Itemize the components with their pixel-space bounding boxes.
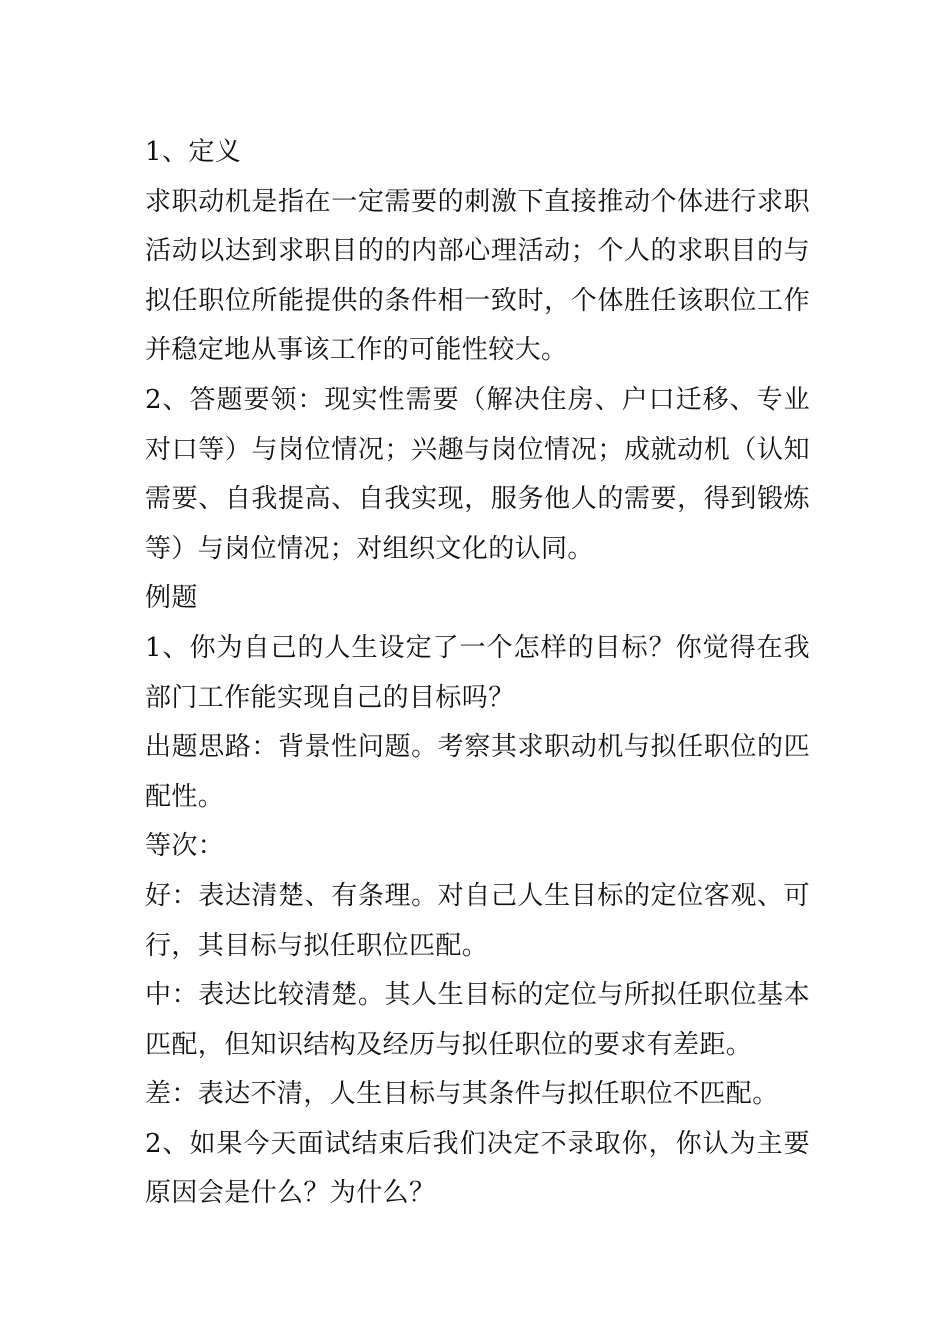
- section-heading-definition: 1、定义: [145, 137, 242, 167]
- document-body: [145, 128, 810, 1219]
- example-heading: 例题: [145, 583, 198, 614]
- answer-key-paragraph: 2、答题要领：现实性需要（解决住房、户口迁移、专业对口等）与岗位情况；兴趣与岗位情况；成就动机（认知需要、自我提高、自我实现，服务他人的需要，得到锻炼等）与岗位情况；对组织文化的认同。: [145, 384, 810, 564]
- grade-good: 好：表达清楚、有条理。对自己人生目标的定位客观、可行，其目标与拟任职位匹配。: [145, 880, 810, 961]
- definition-paragraph: 求职动机是指在一定需要的刺激下直接推动个体进行求职活动以达到求职目的的内部心理活动；个人的求职目的与拟任职位所能提供的条件相一致时，个体胜任该职位工作并稳定地从事该工作的可能性较大。: [145, 186, 810, 366]
- grading-heading: 等次：: [145, 831, 225, 862]
- question-1-rationale: 出题思路：背景性问题。考察其求职动机与拟任职位的匹配性。: [145, 732, 810, 812]
- question-2: 2、如果今天面试结束后我们决定不录取你，你认为主要原因会是什么？为什么？: [145, 1128, 810, 1209]
- grade-medium: 中：表达比较清楚。其人生目标的定位与所拟任职位基本匹配，但知识结构及经历与拟任职位的要求有差距。: [145, 980, 810, 1060]
- grade-poor: 差：表达不清，人生目标与其条件与拟任职位不匹配。: [145, 1079, 779, 1110]
- question-1: 1、你为自己的人生设定了一个怎样的目标？你觉得在我部门工作能实现自己的目标吗？: [145, 632, 810, 713]
